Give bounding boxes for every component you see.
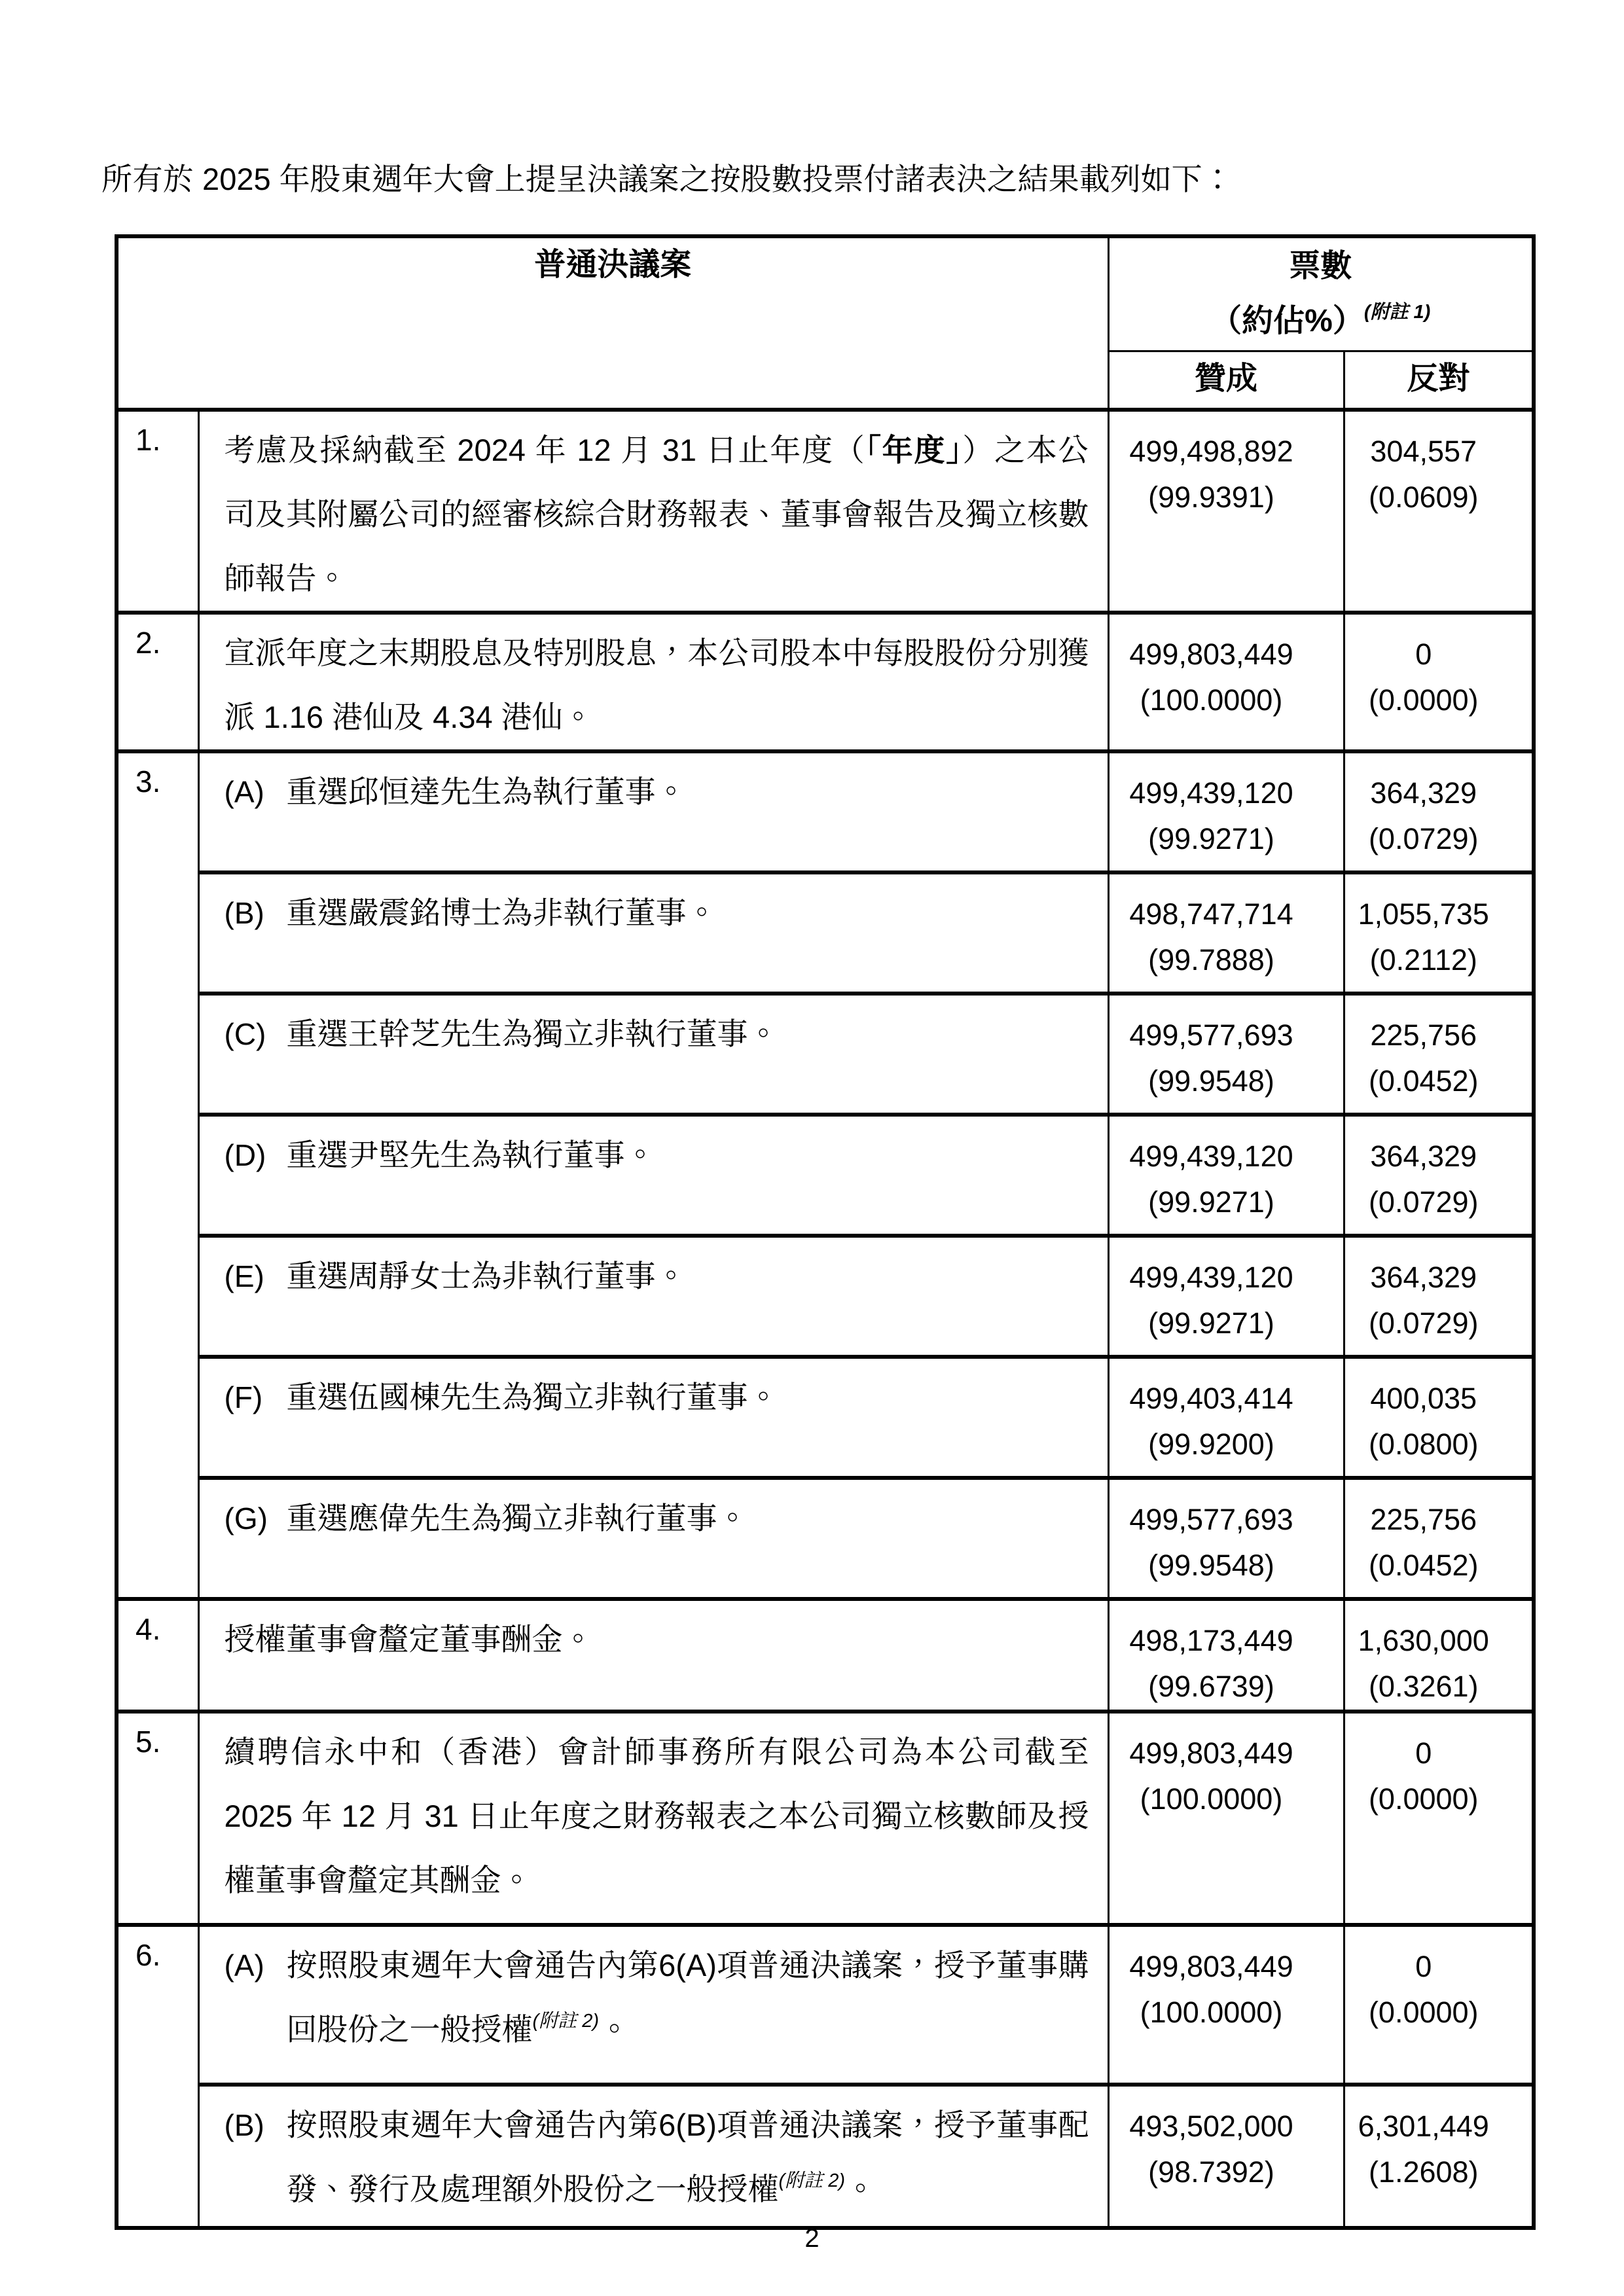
header-resolution: [117, 236, 1108, 410]
vote-percent: (99.9548): [1148, 1064, 1274, 1098]
header-votes: [1108, 236, 1534, 351]
votes-for-cell: [1108, 2085, 1344, 2228]
resolution-text: (A) 按照股東週年大會通告內第6(A)項普通決議案，授予董事購回股份之一般授權$^{(附註 2)}$。: [198, 1925, 1108, 2085]
vote-count: 6,301,449: [1358, 2109, 1489, 2143]
vote-percent: (0.2112): [1369, 943, 1477, 977]
votes-for-cell: [1108, 1478, 1344, 1599]
row-number: 3.: [117, 751, 198, 1599]
intro-paragraph: 所有於 2025 年股東週年大會上提呈決議案之按股數投票付諸表決之結果載列如下：: [101, 162, 1233, 196]
resolution-row-5: [117, 1712, 1534, 1925]
vote-count: 0: [1415, 1950, 1432, 1983]
vote-percent: (0.0609): [1368, 480, 1479, 514]
votes-for-cell: [1108, 1599, 1344, 1712]
footnote-ref-2: (附註 2): [532, 2011, 600, 2032]
vote-count: 499,577,693: [1129, 1503, 1293, 1536]
vote-count: 364,329: [1370, 1261, 1477, 1294]
resolution-row-3B: [117, 872, 1534, 994]
footnote-ref-2: (附註 2): [778, 2170, 846, 2191]
vote-count: 499,577,693: [1129, 1018, 1293, 1052]
resolution-row-3A: [117, 751, 1534, 872]
sub-item-label: (B): [224, 896, 264, 930]
resolution-text: (E) 重選周靜女士為非執行董事。: [198, 1236, 1108, 1357]
sub-item-label: (F): [224, 1380, 263, 1414]
vote-count: 1,630,000: [1358, 1624, 1489, 1657]
resolution-row-3C: [117, 994, 1534, 1115]
vote-count: 499,439,120: [1129, 1261, 1293, 1294]
votes-against-cell: [1344, 613, 1534, 751]
vote-percent: (0.0452): [1368, 1549, 1479, 1582]
resolution-text: 宣派年度之末期股息及特別股息，本公司股本中每股股份分別獲派 1.16 港仙及 4.34 港仙。: [198, 613, 1108, 751]
vote-count: 400,035: [1370, 1382, 1477, 1415]
row-number: 5.: [117, 1712, 198, 1925]
vote-percent: (0.0800): [1368, 1427, 1479, 1461]
vote-percent: (99.9271): [1148, 1306, 1274, 1340]
resolution-row-3E: [117, 1236, 1534, 1357]
votes-for-cell: [1108, 1925, 1344, 2085]
vote-count: 304,557: [1370, 435, 1477, 468]
votes-for-cell: [1108, 1236, 1344, 1357]
row-number: 4.: [117, 1599, 198, 1712]
vote-percent: (0.0452): [1368, 1064, 1479, 1098]
resolution-text: (F) 重選伍國棟先生為獨立非執行董事。: [198, 1357, 1108, 1478]
resolution-row-3F: [117, 1357, 1534, 1478]
resolution-row-1: [117, 410, 1534, 613]
votes-against-cell: [1344, 1115, 1534, 1236]
votes-for-cell: [1108, 410, 1344, 613]
resolution-text: (B) 重選嚴震銘博士為非執行董事。: [198, 872, 1108, 994]
resolution-row-2: [117, 613, 1534, 751]
resolution-text: 考慮及採納截至 2024 年 12 月 31 日止年度（「年度」）之本公司及其附屬公司的經審核綜合財務報表、董事會報告及獨立核數師報告。: [198, 410, 1108, 613]
vote-count: 225,756: [1370, 1503, 1477, 1536]
vote-count: 498,173,449: [1129, 1624, 1293, 1657]
header-for: 贊成: [1108, 351, 1344, 410]
vote-percent: (0.0000): [1368, 1782, 1479, 1816]
votes-against-cell: [1344, 1712, 1534, 1925]
sub-item-label: (D): [224, 1138, 266, 1172]
sub-item-label: (C): [224, 1017, 266, 1051]
resolution-row-3G: [117, 1478, 1534, 1599]
header-against: 反對: [1344, 351, 1534, 410]
vote-percent: (99.9200): [1148, 1427, 1274, 1461]
votes-against-cell: [1344, 410, 1534, 613]
votes-against-cell: [1344, 1925, 1534, 2085]
row-number: 1.: [117, 410, 198, 613]
votes-against-cell: [1344, 1478, 1534, 1599]
vote-percent: (1.2608): [1368, 2155, 1479, 2189]
vote-percent: (99.9391): [1148, 480, 1274, 514]
sub-item-label: (E): [224, 1259, 264, 1293]
sub-item-label: (B): [224, 2108, 264, 2142]
vote-count: 225,756: [1370, 1018, 1477, 1052]
header-votes-line2: （約佔%）$^{(附註 1)}$: [1210, 302, 1431, 338]
votes-against-cell: [1344, 1236, 1534, 1357]
vote-count: 499,498,892: [1129, 435, 1293, 468]
vote-count: 0: [1415, 637, 1432, 671]
votes-against-cell: [1344, 751, 1534, 872]
resolution-row-6A: [117, 1925, 1534, 2085]
vote-count: 499,403,414: [1129, 1382, 1293, 1415]
page-number: 2: [804, 2224, 820, 2253]
votes-against-cell: [1344, 2085, 1534, 2228]
footnote-ref-1: (附註 1): [1363, 302, 1431, 323]
votes-against-cell: [1344, 872, 1534, 994]
vote-count: 499,803,449: [1129, 1736, 1293, 1770]
votes-against-cell: [1344, 1599, 1534, 1712]
resolution-text: (D) 重選尹堅先生為執行董事。: [198, 1115, 1108, 1236]
vote-count: 364,329: [1370, 776, 1477, 810]
votes-for-cell: [1108, 613, 1344, 751]
resolution-text: (G) 重選應偉先生為獨立非執行董事。: [198, 1478, 1108, 1599]
resolution-row-6B: [117, 2085, 1534, 2228]
votes-for-cell: [1108, 872, 1344, 994]
resolution-text: (C) 重選王幹芝先生為獨立非執行董事。: [198, 994, 1108, 1115]
vote-count: 1,055,735: [1358, 897, 1489, 931]
poll-results-table: [115, 234, 1536, 2230]
resolution-row-4: [117, 1599, 1534, 1712]
vote-percent: (0.3261): [1368, 1670, 1479, 1703]
vote-count: 499,803,449: [1129, 637, 1293, 671]
vote-percent: (99.9548): [1148, 1549, 1274, 1582]
vote-percent: (99.9271): [1148, 1185, 1274, 1219]
vote-count: 499,439,120: [1129, 1139, 1293, 1173]
votes-against-cell: [1344, 1357, 1534, 1478]
vote-percent: (0.0000): [1368, 1996, 1479, 2029]
vote-percent: (0.0729): [1368, 822, 1479, 855]
vote-percent: (0.0729): [1368, 1185, 1479, 1219]
sub-item-label: (A): [224, 1948, 264, 1982]
vote-count: 499,803,449: [1129, 1950, 1293, 1983]
vote-count: 364,329: [1370, 1139, 1477, 1173]
vote-count: 499,439,120: [1129, 776, 1293, 810]
vote-percent: (0.0000): [1368, 683, 1479, 717]
vote-percent: (99.7888): [1148, 943, 1274, 977]
header-resolution-label: 普通決議案: [534, 247, 692, 282]
vote-percent: (99.9271): [1148, 822, 1274, 855]
row-number: 6.: [117, 1925, 198, 2228]
votes-for-cell: [1108, 751, 1344, 872]
bold-defined-term: 「年度」: [865, 433, 963, 467]
vote-percent: (100.0000): [1140, 683, 1283, 717]
resolution-row-3D: [117, 1115, 1534, 1236]
vote-percent: (100.0000): [1140, 1996, 1283, 2029]
vote-percent: (99.6739): [1148, 1670, 1274, 1703]
resolution-text: 續聘信永中和（香港）會計師事務所有限公司為本公司截至 2025 年 12 月 31 日止年度之財務報表之本公司獨立核數師及授權董事會釐定其酬金。: [198, 1712, 1108, 1925]
header-votes-line1: 票數: [1289, 249, 1352, 283]
resolution-text: (B) 按照股東週年大會通告內第6(B)項普通決議案，授予董事配發、發行及處理額外股份之一般授權$^{(附註 2)}$。: [198, 2085, 1108, 2228]
vote-count: 498,747,714: [1129, 897, 1293, 931]
vote-percent: (100.0000): [1140, 1782, 1283, 1816]
vote-percent: (98.7392): [1148, 2155, 1274, 2189]
resolution-text: 授權董事會釐定董事酬金。: [198, 1599, 1108, 1712]
vote-count: 493,502,000: [1129, 2109, 1293, 2143]
votes-for-cell: [1108, 1357, 1344, 1478]
resolution-text: (A) 重選邱恒達先生為執行董事。: [198, 751, 1108, 872]
sub-item-label: (A): [224, 775, 264, 809]
votes-for-cell: [1108, 1115, 1344, 1236]
votes-for-cell: [1108, 994, 1344, 1115]
vote-percent: (0.0729): [1368, 1306, 1479, 1340]
votes-for-cell: [1108, 1712, 1344, 1925]
vote-count: 0: [1415, 1736, 1432, 1770]
row-number: 2.: [117, 613, 198, 751]
table-header-row-1: [117, 236, 1534, 351]
votes-against-cell: [1344, 994, 1534, 1115]
sub-item-label: (G): [224, 1501, 268, 1535]
